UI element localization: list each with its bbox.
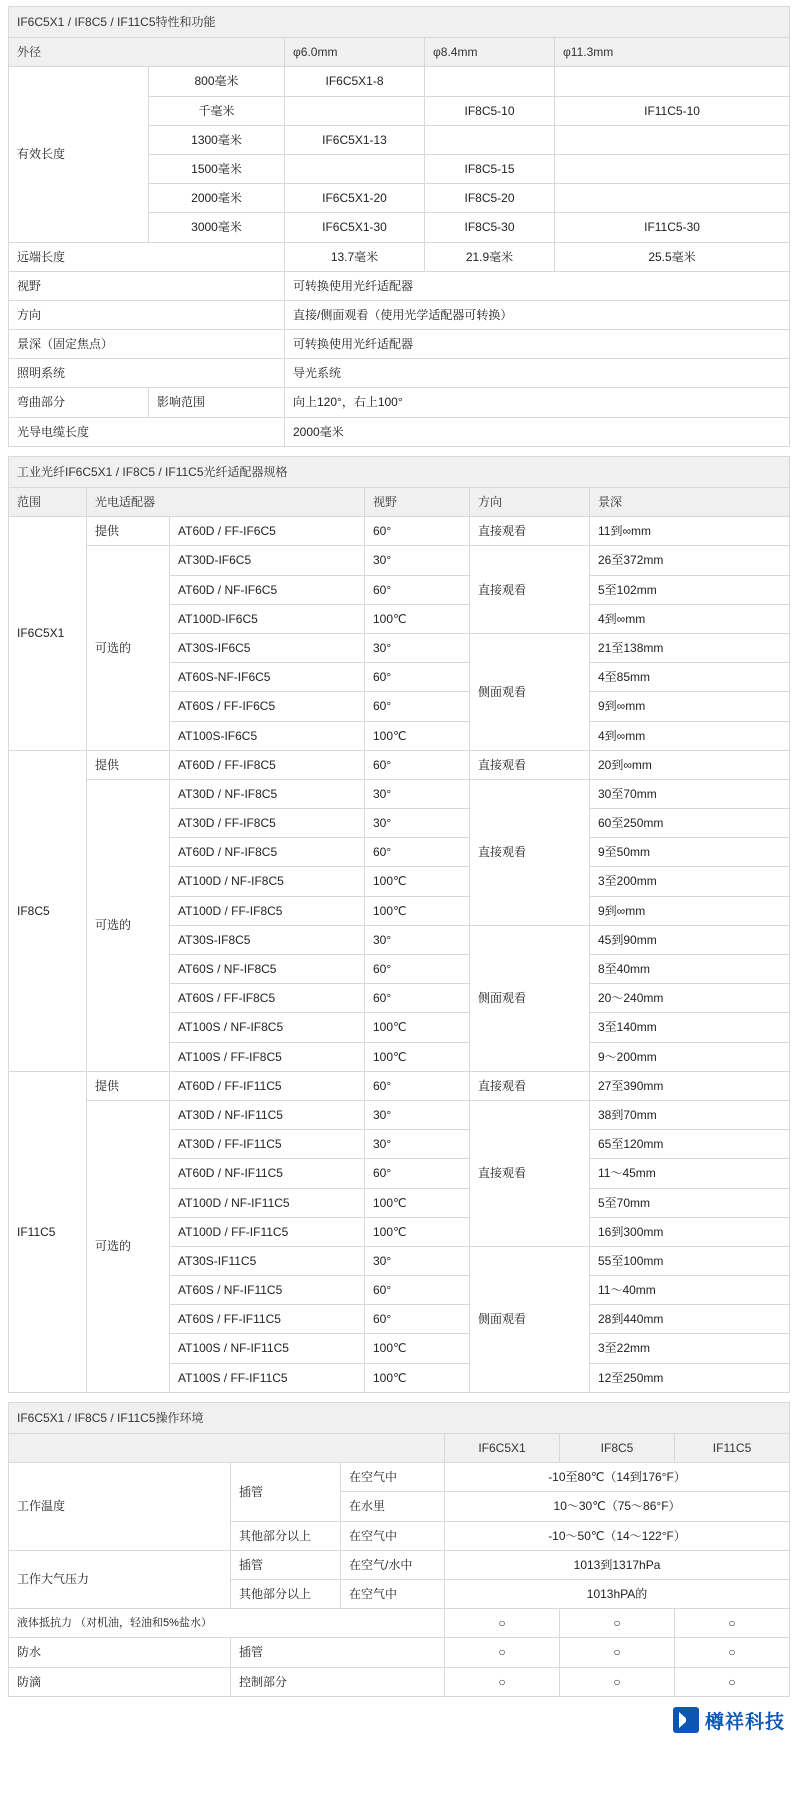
- env-medium: 在空气中: [341, 1463, 445, 1492]
- adapter-model: AT30D / NF-IF11C5: [170, 1100, 365, 1129]
- spec-row: [9, 271, 790, 300]
- adapter-fov: 100℃: [365, 1363, 470, 1392]
- col-header-dof: 景深: [590, 488, 790, 517]
- adapter-model: AT60S / FF-IF11C5: [170, 1305, 365, 1334]
- scope-cell: IF6C5X1: [9, 517, 87, 751]
- spec-label: 照明系统: [9, 359, 285, 388]
- cable-value: 2000毫米: [285, 417, 790, 446]
- model-cell: IF8C5-30: [425, 213, 555, 242]
- provided-label: 提供: [87, 750, 170, 779]
- section-spacer-2: [8, 1393, 789, 1402]
- adapter-fov: 60°: [365, 575, 470, 604]
- model-cell: IF8C5-15: [425, 154, 555, 183]
- table-row: [9, 517, 790, 546]
- adapter-dof: 12至250mm: [590, 1363, 790, 1392]
- adapter-model: AT30D / FF-IF11C5: [170, 1130, 365, 1159]
- brand-logo-area: [8, 1697, 789, 1748]
- env-part: 插管: [231, 1550, 341, 1579]
- adapter-direction: 侧面观看: [470, 633, 590, 750]
- adapter-dof: 5至102mm: [590, 575, 790, 604]
- adapter-direction: 直接观看: [470, 1100, 590, 1246]
- env-model-2: IF8C5: [560, 1434, 675, 1463]
- adapter-dof: 9到∞mm: [590, 692, 790, 721]
- adapter-model: AT100D-IF6C5: [170, 604, 365, 633]
- optional-label: 可选的: [87, 546, 170, 750]
- liquid-mark-3: ○: [675, 1609, 790, 1638]
- adapter-fov: 30°: [365, 1130, 470, 1159]
- spec-row: [9, 300, 790, 329]
- env-value: 1013hPA的: [445, 1579, 790, 1608]
- env-model-1: IF6C5X1: [445, 1434, 560, 1463]
- adapter-header-row: [9, 488, 790, 517]
- table-row: [9, 546, 790, 575]
- adapter-fov: 100℃: [365, 867, 470, 896]
- adapter-model: AT60D / NF-IF11C5: [170, 1159, 365, 1188]
- adapter-model: AT100S-IF6C5: [170, 721, 365, 750]
- waterproof-label: 防水: [9, 1638, 231, 1667]
- model-cell: IF11C5-10: [555, 96, 790, 125]
- spec-table-title-row: [9, 7, 790, 38]
- adapter-model: AT30S-IF6C5: [170, 633, 365, 662]
- spec-value: 可转换使用光纤适配器: [285, 271, 790, 300]
- adapter-dof: 3至22mm: [590, 1334, 790, 1363]
- model-cell: [285, 154, 425, 183]
- adapter-model: AT60D / FF-IF8C5: [170, 750, 365, 779]
- env-part: 插管: [231, 1463, 341, 1521]
- table-row: [9, 779, 790, 808]
- adapter-dof: 55至100mm: [590, 1246, 790, 1275]
- adapter-model: AT30S-IF8C5: [170, 925, 365, 954]
- environment-header-row: [9, 1434, 790, 1463]
- adapter-fov: 100℃: [365, 1217, 470, 1246]
- liquid-mark-1: ○: [445, 1609, 560, 1638]
- adapter-fov: 30°: [365, 809, 470, 838]
- adapter-fov: 60°: [365, 1305, 470, 1334]
- diameter-label: 外径: [9, 38, 285, 67]
- adapter-model: AT60D / FF-IF11C5: [170, 1071, 365, 1100]
- provided-label: 提供: [87, 1071, 170, 1100]
- bending-sub-label: 影响范围: [149, 388, 285, 417]
- liquid-resistance-label: [9, 1609, 445, 1638]
- waterproof-mark-3: ○: [675, 1638, 790, 1667]
- adapter-table: [8, 456, 790, 1393]
- adapter-model: AT30D / NF-IF8C5: [170, 779, 365, 808]
- adapter-fov: 60°: [365, 750, 470, 779]
- model-cell: IF6C5X1-8: [285, 67, 425, 96]
- operating-temperature-label: 工作温度: [9, 1463, 231, 1551]
- model-cell: [425, 67, 555, 96]
- adapter-direction: 直接观看: [470, 546, 590, 634]
- env-value: -10至80℃（14到176°F）: [445, 1463, 790, 1492]
- adapter-model: AT100S / NF-IF8C5: [170, 1013, 365, 1042]
- adapter-fov: 30°: [365, 779, 470, 808]
- adapter-fov: 100℃: [365, 604, 470, 633]
- adapter-dof: 5至70mm: [590, 1188, 790, 1217]
- adapter-fov: 30°: [365, 925, 470, 954]
- environment-table-title-row: [9, 1402, 790, 1433]
- distal-length-label: 远端长度: [9, 242, 285, 271]
- dripproof-row: [9, 1667, 790, 1696]
- adapter-model: AT60D / FF-IF6C5: [170, 517, 365, 546]
- adapter-dof: 11〜40mm: [590, 1276, 790, 1305]
- play-badge-icon: [673, 1707, 699, 1733]
- optional-label: 可选的: [87, 1100, 170, 1392]
- waterproof-mark-1: ○: [445, 1638, 560, 1667]
- adapter-fov: 100℃: [365, 721, 470, 750]
- adapter-model: AT100S / FF-IF8C5: [170, 1042, 365, 1071]
- spec-value: 可转换使用光纤适配器: [285, 330, 790, 359]
- col-header-direction: 方向: [470, 488, 590, 517]
- spec-table: [8, 6, 790, 447]
- distal-length-row: [9, 242, 790, 271]
- bending-value: 向上120°，右上100°: [285, 388, 790, 417]
- cable-label: 光导电缆长度: [9, 417, 285, 446]
- adapter-fov: 100℃: [365, 1042, 470, 1071]
- spec-label: 方向: [9, 300, 285, 329]
- adapter-fov: 30°: [365, 633, 470, 662]
- col-header-scope: 范围: [9, 488, 87, 517]
- environment-table-title: IF6C5X1 / IF8C5 / IF11C5操作环境: [9, 1402, 790, 1433]
- spec-row: [9, 359, 790, 388]
- model-cell: IF6C5X1-13: [285, 125, 425, 154]
- env-value: 1013到1317hPa: [445, 1550, 790, 1579]
- dripproof-part: 控制部分: [231, 1667, 445, 1696]
- dripproof-mark-2: ○: [560, 1667, 675, 1696]
- spec-row: [9, 330, 790, 359]
- adapter-model: AT60S / NF-IF8C5: [170, 955, 365, 984]
- temp-row: [9, 1463, 790, 1492]
- adapter-fov: 60°: [365, 984, 470, 1013]
- adapter-dof: 16到300mm: [590, 1217, 790, 1246]
- adapter-model: AT30D / FF-IF8C5: [170, 809, 365, 838]
- scope-cell: IF11C5: [9, 1071, 87, 1392]
- waterproof-part: 插管: [231, 1638, 445, 1667]
- adapter-table-title-row: [9, 456, 790, 487]
- adapter-dof: 45到90mm: [590, 925, 790, 954]
- diameter-header-row: [9, 38, 790, 67]
- liquid-resistance-text-line1: 液体抵抗力 （对机油，轻油和5%盐水）: [17, 1616, 212, 1629]
- adapter-fov: 30°: [365, 546, 470, 575]
- env-medium: 在水里: [341, 1492, 445, 1521]
- adapter-direction: 直接观看: [470, 517, 590, 546]
- adapter-fov: 60°: [365, 517, 470, 546]
- adapter-fov: 100℃: [365, 1188, 470, 1217]
- liquid-mark-2: ○: [560, 1609, 675, 1638]
- env-part: 其他部分以上: [231, 1521, 341, 1550]
- model-cell: [425, 125, 555, 154]
- adapter-direction: 直接观看: [470, 779, 590, 925]
- distal-length-value: 25.5毫米: [555, 242, 790, 271]
- adapter-dof: 8至40mm: [590, 955, 790, 984]
- diameter-value-1: φ6.0mm: [285, 38, 425, 67]
- adapter-dof: 11〜45mm: [590, 1159, 790, 1188]
- scope-cell: IF8C5: [9, 750, 87, 1071]
- model-cell: [285, 96, 425, 125]
- diameter-value-3: φ11.3mm: [555, 38, 790, 67]
- spec-label: 视野: [9, 271, 285, 300]
- liquid-resistance-row: [9, 1609, 790, 1638]
- adapter-fov: 30°: [365, 1246, 470, 1275]
- environment-table: [8, 1402, 790, 1697]
- operating-pressure-label: 工作大气压力: [9, 1550, 231, 1608]
- length-value: 1300毫米: [149, 125, 285, 154]
- length-value: 1500毫米: [149, 154, 285, 183]
- spec-value: 直接/侧面观看（使用光学适配器可转换）: [285, 300, 790, 329]
- spec-label: 景深（固定焦点）: [9, 330, 285, 359]
- adapter-dof: 3至200mm: [590, 867, 790, 896]
- table-row: [9, 1071, 790, 1100]
- adapter-model: AT100D / NF-IF11C5: [170, 1188, 365, 1217]
- adapter-dof: 9到∞mm: [590, 896, 790, 925]
- adapter-dof: 20〜240mm: [590, 984, 790, 1013]
- length-label: 有效长度: [9, 67, 149, 242]
- adapter-fov: 60°: [365, 955, 470, 984]
- adapter-fov: 60°: [365, 1276, 470, 1305]
- adapter-model: AT60D / NF-IF6C5: [170, 575, 365, 604]
- adapter-dof: 11到∞mm: [590, 517, 790, 546]
- adapter-dof: 30至70mm: [590, 779, 790, 808]
- spec-value: 导光系统: [285, 359, 790, 388]
- env-part: 其他部分以上: [231, 1579, 341, 1608]
- distal-length-value: 13.7毫米: [285, 242, 425, 271]
- section-spacer: [8, 447, 789, 456]
- env-medium: 在空气中: [341, 1579, 445, 1608]
- adapter-fov: 60°: [365, 838, 470, 867]
- adapter-fov: 60°: [365, 1159, 470, 1188]
- adapter-dof: 4到∞mm: [590, 604, 790, 633]
- adapter-model: AT100D / NF-IF8C5: [170, 867, 365, 896]
- adapter-dof: 60至250mm: [590, 809, 790, 838]
- model-cell: [555, 184, 790, 213]
- adapter-model: AT100D / FF-IF8C5: [170, 896, 365, 925]
- brand-logo: [673, 1707, 785, 1734]
- adapter-direction: 直接观看: [470, 750, 590, 779]
- diameter-value-2: φ8.4mm: [425, 38, 555, 67]
- adapter-model: AT100S / FF-IF11C5: [170, 1363, 365, 1392]
- model-cell: IF8C5-10: [425, 96, 555, 125]
- model-cell: IF8C5-20: [425, 184, 555, 213]
- col-header-fov: 视野: [365, 488, 470, 517]
- adapter-direction: 直接观看: [470, 1071, 590, 1100]
- adapter-dof: 3至140mm: [590, 1013, 790, 1042]
- dripproof-mark-1: ○: [445, 1667, 560, 1696]
- bending-row: [9, 388, 790, 417]
- adapter-direction: 侧面观看: [470, 925, 590, 1071]
- spec-table-title: IF6C5X1 / IF8C5 / IF11C5特性和功能: [9, 7, 790, 38]
- bending-label: 弯曲部分: [9, 388, 149, 417]
- provided-label: 提供: [87, 517, 170, 546]
- waterproof-mark-2: ○: [560, 1638, 675, 1667]
- model-cell: IF11C5-30: [555, 213, 790, 242]
- adapter-model: AT60S / FF-IF8C5: [170, 984, 365, 1013]
- adapter-model: AT60S-NF-IF6C5: [170, 663, 365, 692]
- length-value: 千毫米: [149, 96, 285, 125]
- adapter-dof: 4到∞mm: [590, 721, 790, 750]
- env-value: 10〜30℃（75〜86°F）: [445, 1492, 790, 1521]
- adapter-dof: 9〜200mm: [590, 1042, 790, 1071]
- env-header-blank: [9, 1434, 445, 1463]
- dripproof-label: 防滴: [9, 1667, 231, 1696]
- dripproof-mark-3: ○: [675, 1667, 790, 1696]
- model-cell: [555, 154, 790, 183]
- env-model-3: IF11C5: [675, 1434, 790, 1463]
- adapter-fov: 60°: [365, 692, 470, 721]
- adapter-dof: 26至372mm: [590, 546, 790, 575]
- adapter-dof: 9至50mm: [590, 838, 790, 867]
- adapter-dof: 28到440mm: [590, 1305, 790, 1334]
- col-header-adapter: 光电适配器: [87, 488, 365, 517]
- adapter-model: AT30D-IF6C5: [170, 546, 365, 575]
- env-medium: 在空气/水中: [341, 1550, 445, 1579]
- adapter-fov: 100℃: [365, 896, 470, 925]
- adapter-dof: 65至120mm: [590, 1130, 790, 1159]
- waterproof-row: [9, 1638, 790, 1667]
- adapter-dof: 21至138mm: [590, 633, 790, 662]
- optional-label: 可选的: [87, 779, 170, 1071]
- adapter-model: AT60S / FF-IF6C5: [170, 692, 365, 721]
- length-value: 800毫米: [149, 67, 285, 96]
- length-row: [9, 67, 790, 96]
- adapter-direction: 侧面观看: [470, 1246, 590, 1392]
- adapter-model: AT60D / NF-IF8C5: [170, 838, 365, 867]
- adapter-fov: 30°: [365, 1100, 470, 1129]
- adapter-fov: 100℃: [365, 1013, 470, 1042]
- adapter-fov: 100℃: [365, 1334, 470, 1363]
- model-cell: IF6C5X1-20: [285, 184, 425, 213]
- table-row: [9, 1100, 790, 1129]
- brand-name: 樽祥科技: [704, 1710, 785, 1733]
- env-value: -10〜50℃（14〜122°F）: [445, 1521, 790, 1550]
- adapter-dof: 27至390mm: [590, 1071, 790, 1100]
- adapter-model: AT30S-IF11C5: [170, 1246, 365, 1275]
- length-value: 3000毫米: [149, 213, 285, 242]
- adapter-fov: 60°: [365, 663, 470, 692]
- adapter-fov: 60°: [365, 1071, 470, 1100]
- adapter-model: AT100S / NF-IF11C5: [170, 1334, 365, 1363]
- table-row: [9, 750, 790, 779]
- length-value: 2000毫米: [149, 184, 285, 213]
- adapter-table-title: 工业光纤IF6C5X1 / IF8C5 / IF11C5光纤适配器规格: [9, 456, 790, 487]
- pressure-row: [9, 1550, 790, 1579]
- distal-length-value: 21.9毫米: [425, 242, 555, 271]
- adapter-dof: 4至85mm: [590, 663, 790, 692]
- cable-row: [9, 417, 790, 446]
- model-cell: [555, 67, 790, 96]
- model-cell: IF6C5X1-30: [285, 213, 425, 242]
- model-cell: [555, 125, 790, 154]
- env-medium: 在空气中: [341, 1521, 445, 1550]
- adapter-model: AT100D / FF-IF11C5: [170, 1217, 365, 1246]
- adapter-dof: 20到∞mm: [590, 750, 790, 779]
- adapter-model: AT60S / NF-IF11C5: [170, 1276, 365, 1305]
- adapter-dof: 38到70mm: [590, 1100, 790, 1129]
